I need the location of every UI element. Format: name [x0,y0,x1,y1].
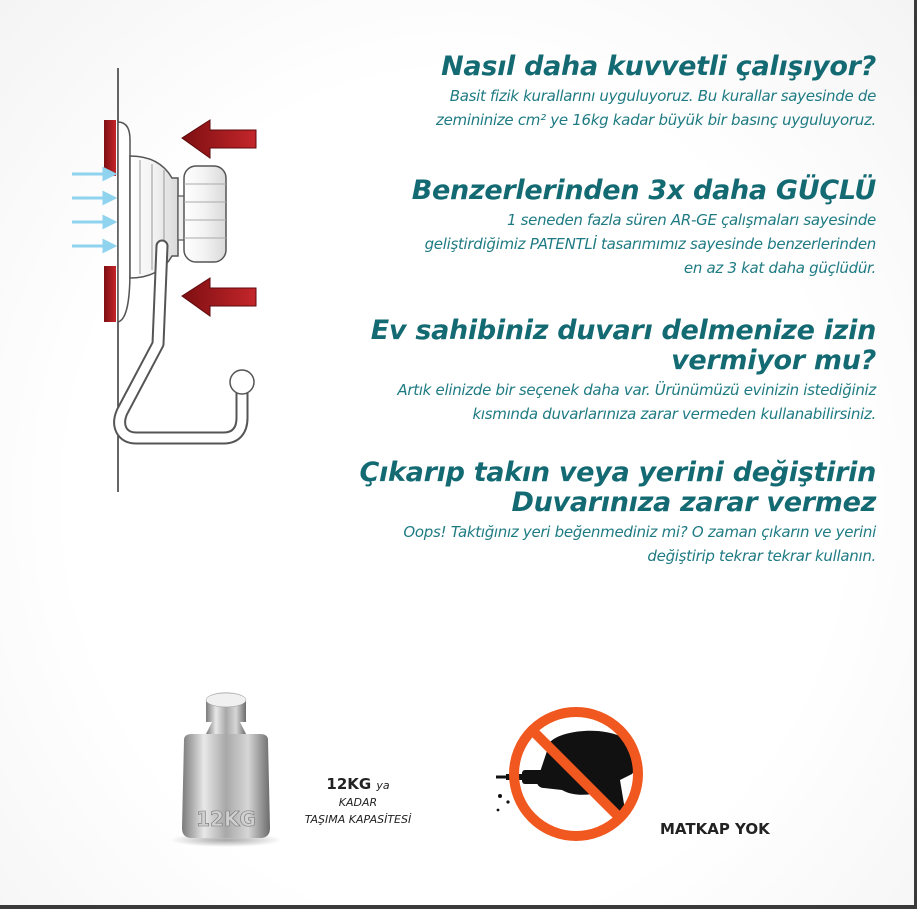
hook-ball [230,370,254,394]
red-arrow-bottom [182,278,256,316]
no-drill-label: MATKAP YOK [660,820,770,838]
weight-icon [166,688,286,848]
block-landlord [296,316,876,426]
no-drill-icon [492,700,662,850]
block-stronger [316,52,876,132]
block-text: Artık elinizde bir seçenek daha var. Ürünümüzü evinizin istediğiniz kısmında duvarlarınıza zarar vermeden kullanabilirsiniz. [397,381,876,423]
red-arrow-top [182,120,256,158]
block-title: Nasıl daha kuvvetli çalışıyor? [441,51,876,82]
blue-pressure-arrows [72,169,114,251]
red-pad-bottom [104,266,116,322]
capacity-line2: KADAR [338,796,378,809]
capacity-line3: TAŞIMA KAPASİTESİ [304,813,412,826]
weight-engraving: 12KG [196,807,256,831]
block-3x-strong [316,176,876,280]
block-title: Benzerlerinden 3x daha GÜÇLÜ [411,175,876,206]
block-title: Ev sahibiniz duvarı delmenize izin vermiyor mu? [370,315,876,376]
cup-body [130,156,178,278]
block-text: Basit fizik kurallarını uyguluyoruz. Bu kurallar sayesinde de zemininize cm² ye 16kg kadar büyük bir basınç uyguluyoruz. [436,87,876,129]
capacity-weight: 12KG [326,775,372,793]
red-pad-top [104,120,116,176]
block-reusable [296,458,876,568]
tightening-knob [184,166,226,262]
suction-hook-illustration [60,60,280,500]
suction-cup [118,122,130,322]
capacity-ya: ya [376,779,390,792]
block-title: Çıkarıp takın veya yerini değiştirin Duvarınıza zarar vermez [359,457,876,518]
capacity-caption [288,774,428,828]
block-text: 1 seneden fazla süren AR-GE çalışmaları sayesinde geliştirdiğimiz PATENTLİ tasarımımız sayesinde benzerlerinden en az 3 kat daha güçlüdür. [424,211,876,277]
block-text: Oops! Taktığınız yeri beğenmediniz mi? O zaman çıkarın ve yerini değiştirip tekrar tekrar kullanın. [403,523,876,565]
